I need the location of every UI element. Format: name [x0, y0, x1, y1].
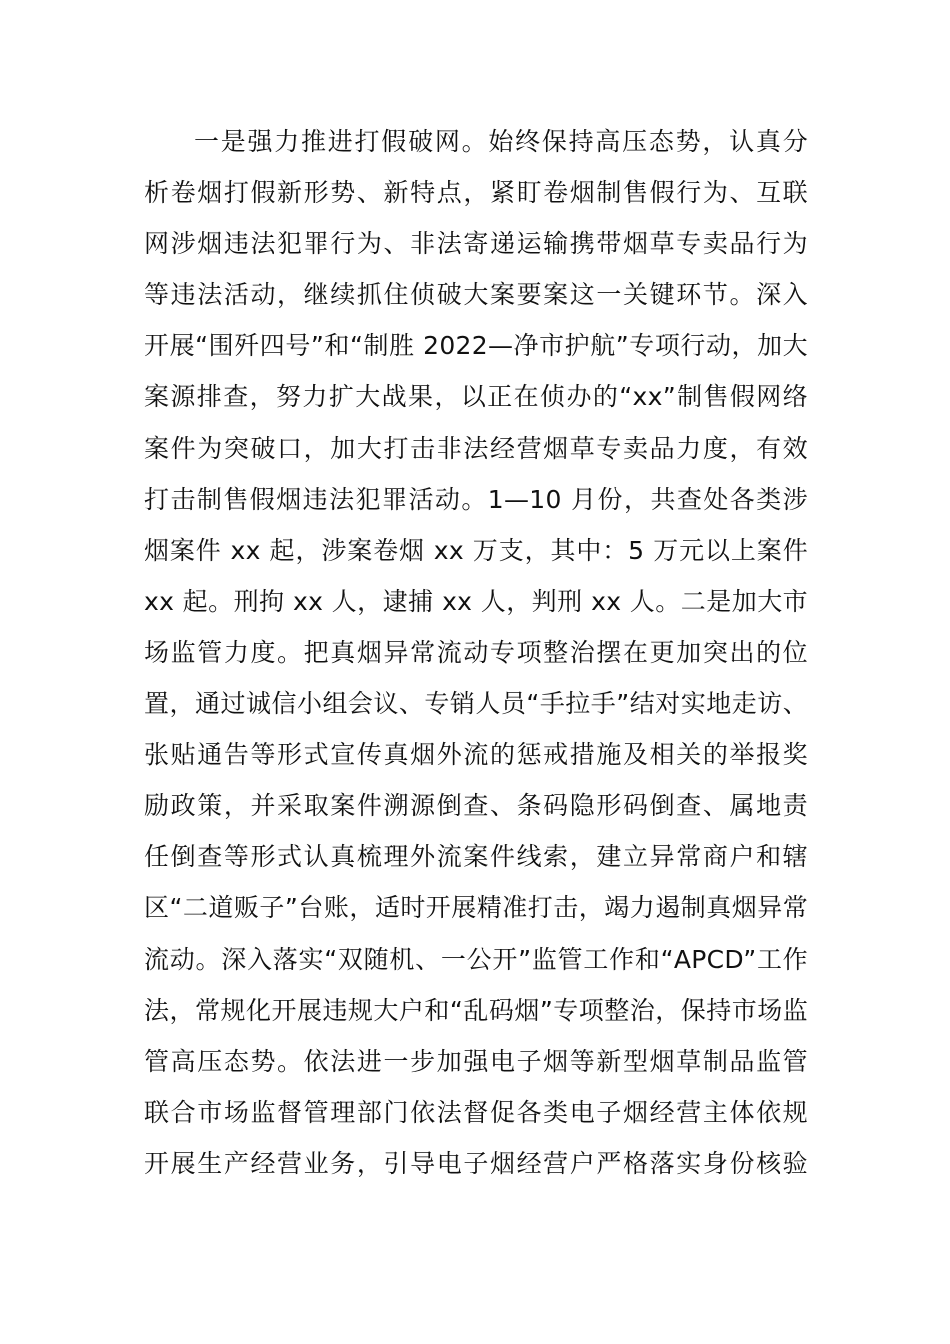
text-line: 法，常规化开展违规大户和“乱码烟”专项整治，保持市场监: [144, 995, 808, 1025]
text-line: 置，通过诚信小组会议、专销人员“手拉手”结对实地走访、: [144, 689, 808, 719]
text-line: 励政策，并采取案件溯源倒查、条码隐形码倒查、属地责: [144, 791, 808, 821]
text-line: 区“二道贩子”台账，适时开展精准打击，竭力遏制真烟异常: [144, 893, 808, 923]
body-paragraph: [144, 116, 808, 1189]
text-line: 场监管力度。把真烟异常流动专项整治摆在更加突出的位: [144, 637, 808, 667]
text-line: xx 起。刑拘 xx 人，逮捕 xx 人，判刑 xx 人。二是加大市: [144, 586, 808, 616]
text-line: 管高压态势。依法进一步加强电子烟等新型烟草制品监管: [144, 1046, 808, 1076]
text-line: 烟案件 xx 起，涉案卷烟 xx 万支，其中：5 万元以上案件: [144, 535, 808, 565]
text-line: 任倒查等形式认真梳理外流案件线索，建立异常商户和辖: [144, 842, 808, 872]
text-line: 联合市场监督管理部门依法督促各类电子烟经营主体依规: [144, 1097, 808, 1127]
text-line: 一是强力推进打假破网。始终保持高压态势，认真分: [194, 127, 808, 156]
text-line: 打击制售假烟违法犯罪活动。1—10 月份，共查处各类涉: [144, 484, 808, 514]
text-line: 开展“围歼四号”和“制胜 2022—净市护航”专项行动，加大: [144, 331, 808, 361]
text-line: 网涉烟违法犯罪行为、非法寄递运输携带烟草专卖品行为: [144, 229, 808, 259]
text-line: 案源排查，努力扩大战果，以正在侦办的“xx”制售假网络: [144, 382, 808, 412]
text-line: 流动。深入落实“双随机、一公开”监管工作和“APCD”工作: [144, 944, 808, 974]
text-line: 等违法活动，继续抓住侦破大案要案这一关键环节。深入: [144, 280, 808, 310]
text-line: 张贴通告等形式宣传真烟外流的惩戒措施及相关的举报奖: [144, 740, 808, 770]
text-line: 开展生产经营业务，引导电子烟经营户严格落实身份核验: [144, 1148, 808, 1178]
text-line: 案件为突破口，加大打击非法经营烟草专卖品力度，有效: [144, 433, 808, 463]
text-line: 析卷烟打假新形势、新特点，紧盯卷烟制售假行为、互联: [144, 178, 808, 208]
